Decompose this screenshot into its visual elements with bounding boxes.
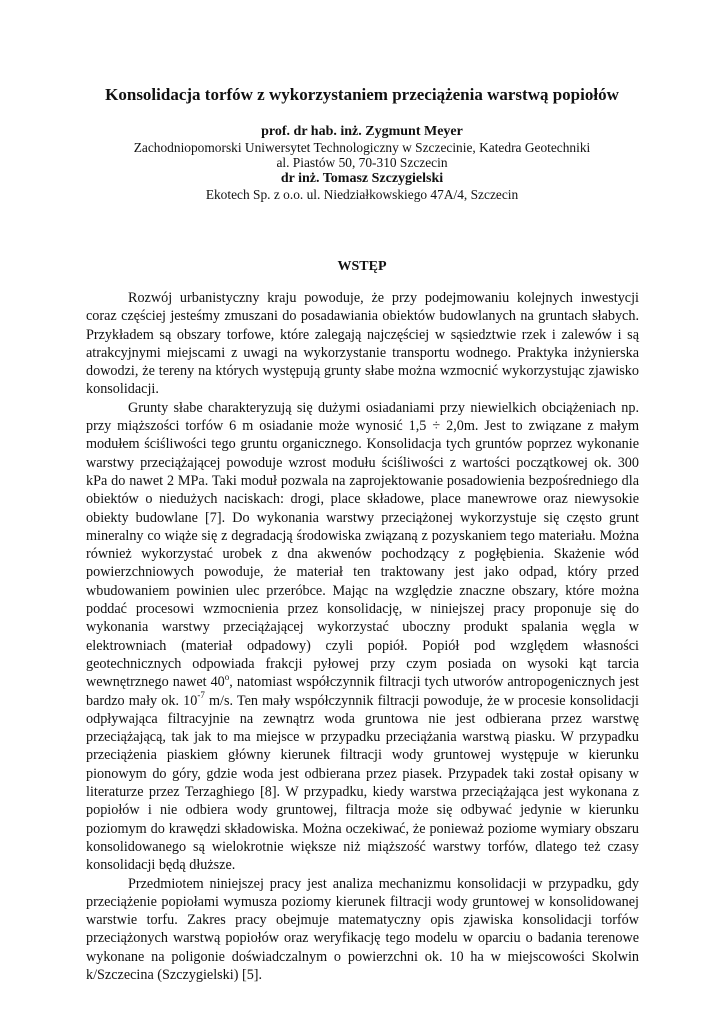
paragraph-2-text-b: , natomiast współczynnik filtracji tych utworów antropogenicznych jest bardzo mały ok. 10 [86,674,639,709]
paragraph-2 [86,399,639,875]
paragraph-3: Przedmiotem niniejszej pracy jest analiza mechanizmu konsolidacji w przypadku, gdy przeciążenie popiołami wymusza poziomy kierunek filtracji wody gruntowej w konsolidowanej warstwie torfu. Zakres pracy obejmuje matematyczny opis zjawiska konsolidacji torfów przeciążonych warstwą popiołów oraz weryfikację tego modelu w oparciu o badania terenowe wykonane na poligonie doświadczalnym o powierzchni ok. 10 ha w miejscowości Skolwin k/Szczecina (Szczygielski) [5]. [86,875,639,983]
paragraph-2-text-a: Grunty słabe charakteryzują się dużymi osiadaniami przy niewielkich obciążeniach np. przy miąższości torfów 6 m osiadanie może wynosić 1,5 ÷ 2,0m. Jest to związane z małym modułem ściśliwości tego gruntu organicznego. Konsolidacja tych gruntów poprzez wykonanie warstwy przeciążającej powoduje wzrost modułu ściśliwości z wartości początkowej ok. 300 kPa do nawet 2 MPa. Taki moduł pozwala na zaprojektowanie posadowienia bezpośredniego dla obiektów o niedużych naciskach: drogi, place składowe, place manewrowe oraz niewysokie obiekty budowlane [7]. Do wykonania warstwy przeciążonej wykorzystuje się często grunt mineralny co wiąże się z degradacją środowiska związaną z pozyskaniem tego materiału. Można również wykorzystać urobek z dna akwenów pochodzący z pogłębienia. Skażenie wód powierzchniowych powoduje, że materiał ten traktowany jest jako odpad, który przed wbudowaniem powinien ulec przeróbce. Mając na względzie znaczne obszary, które można poddać procesowi wzmocnienia przez konsolidację, w niniejszej pracy proponuje się do wykonania warstwy przeciążającej wykorzystać uboczny produkt spalania węgla w elektrowniach (materiał odpadowy) czyli popiół. Popiół pod względem własności geotechnicznych odpowiada frakcji pyłowej przy czym posiada on wysoki kąt tarcia wewnętrznego nawet 40 [86,399,639,691]
exponent-superscript: -7 [197,689,205,700]
degree-superscript: o [224,671,230,682]
body-text [86,289,639,984]
author-2-name: dr inż. Tomasz Szczygielski [280,171,444,186]
paper-title: Konsolidacja torfów z wykorzystaniem przeciążenia warstwą popiołów [105,85,619,104]
author-1-name: prof. dr hab. inż. Zygmunt Meyer [261,124,463,139]
author-2-affiliation: Ekotech Sp. z o.o. ul. Niedziałkowskiego 47A/4, Szczecin [205,187,519,202]
paragraph-2-text-c: m/s. Ten mały współczynnik filtracji powoduje, że w procesie konsolidacji odpływająca filtracyjnie na zewnątrz woda gruntowa nie jest odbierana przez warstwę przeciążającą, tak jak to ma miejsce w przypadku przeciążania warstwą piasku. W przypadku przeciążenia piaskiem główny kierunek filtracji wody gruntowej występuje w kierunku pionowym do góry, gdzie woda jest odbierana przez piasek. Przypadek taki został opisany w literaturze przez Terzaghiego [8]. W przypadku, kiedy warstwa przeciążająca jest wykonana z popiołów i nie odbiera wody gruntowej, filtracja może się odbywać jedynie w kierunku poziomym do krawędzi składowiska. Można oczekiwać, że ponieważ poziome wymiary obszaru konsolidowanego są wielokrotnie większe niż miąższość warstwy torfów, dlatego też czasy konsolidacji będą dłuższe. [86,692,639,874]
author-1-address: al. Piastów 50, 70-310 Szczecin [276,155,448,170]
paragraph-1: Rozwój urbanistyczny kraju powoduje, że przy podejmowaniu kolejnych inwestycji coraz częściej jesteśmy zmuszani do posadawiania obiektów budowlanych na gruntach słabych. Przykładem są obszary torfowe, które zalegają najczęściej w sąsiedztwie rzek i zalewów i są atrakcyjnymi miejscami z uwagi na wykorzystanie transportu wodnego. Praktyka inżynierska dowodzi, że tereny na których występują grunty słabe można wzmocnić wykorzystując zjawisko konsolidacji. [86,290,639,398]
section-heading: WSTĘP [337,259,387,274]
author-1-affiliation: Zachodniopomorski Uniwersytet Technologiczny w Szczecinie, Katedra Geotechniki [133,140,591,155]
